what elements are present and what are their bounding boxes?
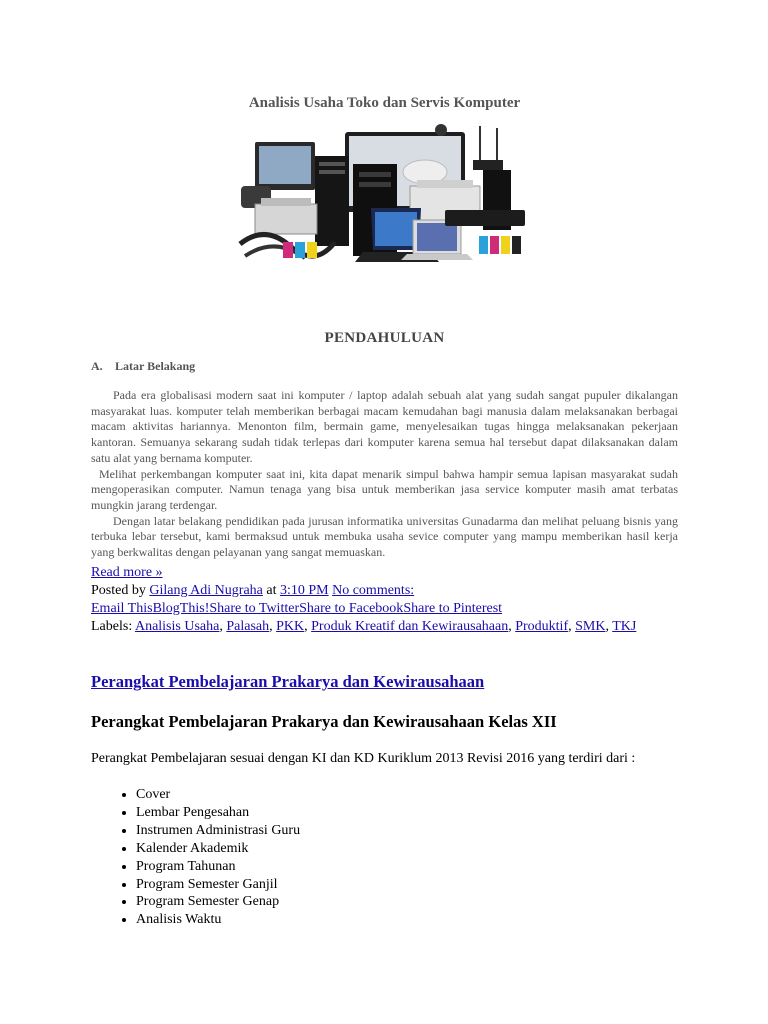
label-link[interactable]: Produktif: [515, 619, 569, 634]
list-item: • Program Semester Genap: [136, 893, 681, 911]
label-link[interactable]: TKJ: [612, 619, 637, 634]
list-item: • Program Tahunan: [136, 858, 681, 876]
computer-equipment-icon: [235, 124, 535, 274]
section-heading: PENDAHULUAN: [324, 330, 445, 346]
post-intro: Perangkat Pembelajaran sesuai dengan KI dan KD Kuriklum 2013 Revisi 2016 yang terdiri dari :: [91, 751, 636, 766]
label-link[interactable]: SMK: [575, 619, 606, 634]
share-twitter-link[interactable]: Share to Twitter: [209, 601, 300, 616]
list-item: • Kalender Akademik: [136, 840, 681, 858]
comments-link[interactable]: No comments:: [332, 583, 415, 598]
at-word: at: [266, 583, 277, 598]
computer-equipment-image: [235, 124, 535, 274]
share-blogthis-link[interactable]: BlogThis!: [152, 601, 210, 616]
label-link[interactable]: Palasah: [226, 619, 270, 634]
share-facebook-link[interactable]: Share to Facebook: [299, 601, 404, 616]
list-item: • Cover: [136, 786, 681, 804]
sub-heading-label: Latar Belakang: [115, 359, 196, 373]
post-meta: Read more » Posted by Gilang Adi Nugraha at 3:10 PM No comments: Email ThisBlogThis!Share to TwitterShare to FacebookShare to Pinterest Labels: Analisis Usaha, Palasah, PKK, Produk Kreatif dan Kewirausahaan, Produktif, SMK, TKJ: [91, 565, 637, 634]
author-link[interactable]: Gilang Adi Nugraha: [149, 583, 263, 598]
second-post: [91, 672, 681, 929]
paragraph: Dengan latar belakang pendidikan pada jurusan informatika universitas Gunadarma dan melihat peluang bisnis yang terbuka lebar tersebut, kami bermaksud untuk membuka usaha sevice computer yang mampu memberikan hasil kerja yang berkwalitas dengan pelayanan yang sangat memuaskan.: [91, 513, 678, 560]
list-item: • Program Semester Ganjil: [136, 876, 681, 894]
list-item: • Instrumen Administrasi Guru: [136, 822, 681, 840]
list-item: • Analisis Waktu: [136, 911, 681, 929]
posted-by-prefix: Posted by: [91, 583, 146, 598]
share-email-link[interactable]: Email This: [91, 601, 153, 616]
labels-prefix: Labels:: [91, 619, 133, 634]
list-item: • Lembar Pengesahan: [136, 804, 681, 822]
item-list: [91, 786, 681, 929]
post-body: [91, 95, 678, 561]
post-subtitle: Perangkat Pembelajaran Prakarya dan Kewirausahaan Kelas XII: [91, 712, 557, 731]
read-more-link[interactable]: Read more »: [91, 565, 163, 580]
sub-heading-number: A.: [91, 359, 103, 373]
paragraph: Melihat perkembangan komputer saat ini, kita dapat menarik simpul bahwa hampir semua lapisan masyarakat sudah mengoperasikan computer. Namun tenaga yang bisa untuk memberikan jasa service komputer masih amat terbatas mungkin jarang terdengar.: [91, 466, 678, 512]
post-time-link[interactable]: 3:10 PM: [279, 583, 329, 598]
document-title: Analisis Usaha Toko dan Servis Komputer: [248, 95, 521, 111]
paragraphs: [91, 388, 678, 561]
sub-heading: [91, 359, 678, 374]
paragraph: Pada era globalisasi modern saat ini komputer / laptop adalah sebuah alat yang sudah sangat pupuler dikalangan masyarakat luas. komputer telah memberikan berbagai macam kemudahan bagi manusia dalam melaksanakan berbagai macam aktivitas hariannya. Menonton film, bermain game, menyelesaikan tugas hingga melaksanakan pekerjaan kantoran. Semuanya sekarang sudah tidak terlepas dari komputer karena semua hal tersebut dapat dilaksanakan dalam satu alat yang bernama komputer.: [91, 388, 678, 465]
label-link[interactable]: Produk Kreatif dan Kewirausahaan: [311, 619, 509, 634]
label-link[interactable]: PKK: [276, 619, 305, 634]
post-title-link[interactable]: Perangkat Pembelajaran Prakarya dan Kewirausahaan: [91, 672, 485, 691]
share-pinterest-link[interactable]: Share to Pinterest: [403, 601, 503, 616]
label-link[interactable]: Analisis Usaha: [134, 619, 220, 634]
